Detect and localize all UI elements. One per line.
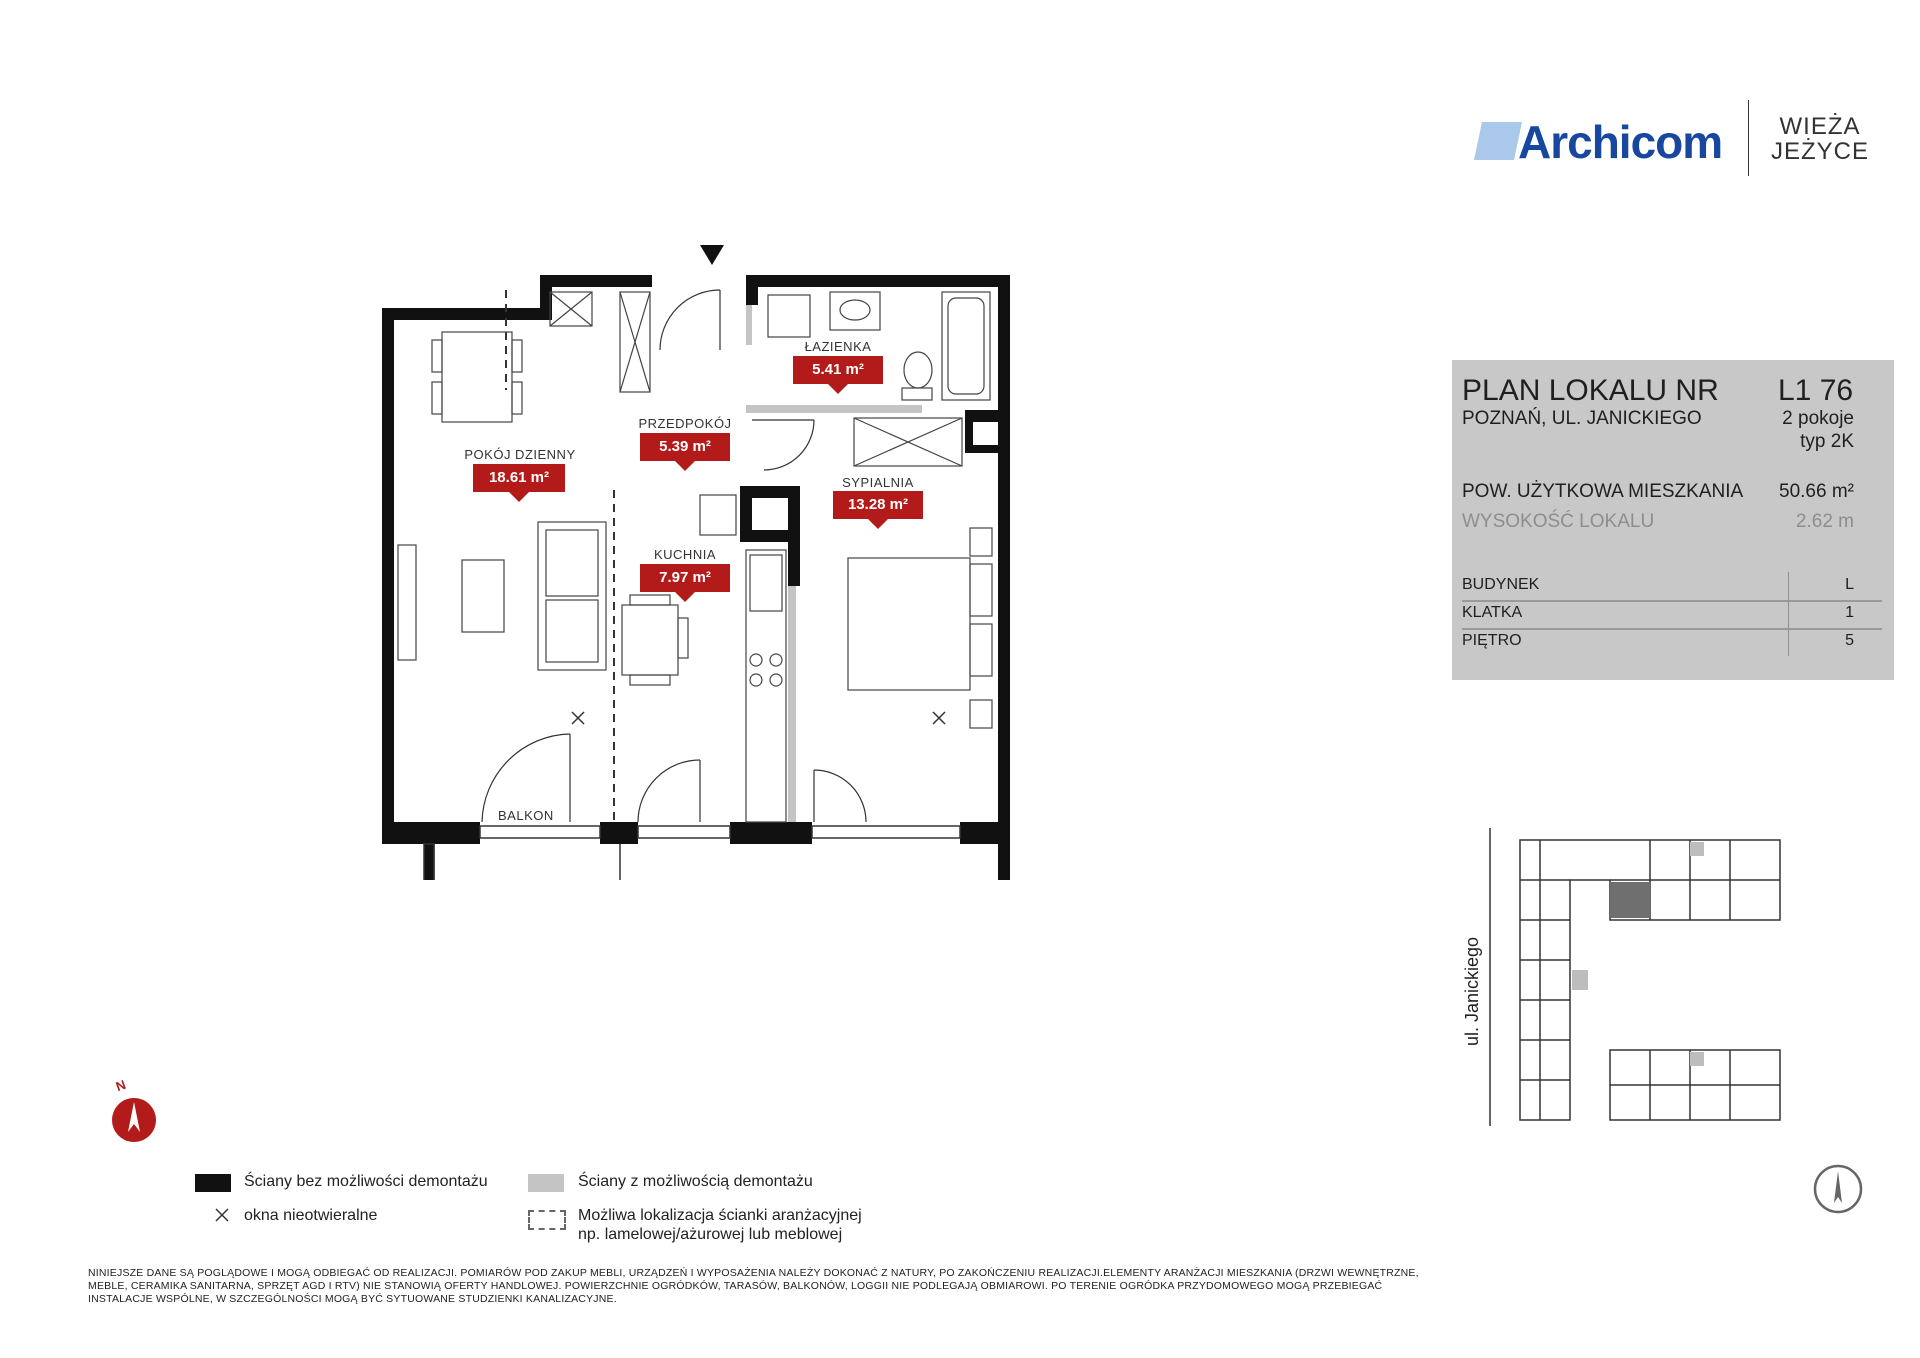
archicom-logo-icon xyxy=(1474,122,1522,160)
entrance-arrow-icon xyxy=(700,245,724,265)
project-name: WIEŻA JEŻYCE xyxy=(1770,113,1869,165)
info-row-floor xyxy=(1462,628,1882,656)
logo-divider xyxy=(1748,100,1749,176)
fixed-window-marks xyxy=(572,712,945,724)
info-row-value: 1 xyxy=(1845,604,1854,621)
height-label: WYSOKOŚĆ LOKALU xyxy=(1462,511,1655,532)
room-name-hall: PRZEDPOKÓJ xyxy=(638,416,732,431)
unit-address: POZNAŃ, UL. JANICKIEGO xyxy=(1462,408,1702,429)
highlighted-unit xyxy=(1610,882,1650,918)
street-label: ul. Janickiego xyxy=(1462,936,1482,1046)
info-row-value: L xyxy=(1845,576,1854,593)
legend-removable-walls: Ściany z możliwością demontażu xyxy=(578,1173,813,1190)
legend-fixed-windows: okna nieotwieralne xyxy=(244,1207,378,1224)
room-area-hall: 5.39 m² xyxy=(640,433,730,461)
area-value: 50.66 m² xyxy=(1779,481,1854,502)
fixed-window-icon xyxy=(214,1207,230,1223)
info-row-stairwell xyxy=(1462,600,1882,628)
legend-partition-line1: Możliwa lokalizacja ścianki aranżacyjnej xyxy=(578,1207,862,1224)
room-name-living: POKÓJ DZIENNY xyxy=(464,447,576,462)
room-name-bathroom: ŁAZIENKA xyxy=(804,339,872,354)
height-value: 2.62 m xyxy=(1795,511,1854,532)
site-plan xyxy=(1480,820,1890,1140)
site-north-icon xyxy=(1812,1163,1864,1215)
legend-partition-swatch xyxy=(528,1210,566,1230)
balcony-label: BALKON xyxy=(498,808,554,823)
info-row-divider xyxy=(1788,628,1789,656)
room-name-kitchen: KUCHNIA xyxy=(653,547,716,562)
disclaimer: NINIEJSZE DANE SĄ POGLĄDOWE I MOGĄ ODBIEGAĆ OD REALIZACJI. POMIARÓW POD ZAKUP MEBLI, URZĄDZEŃ I WYPOSAŻENIA NALEŻY DOKONAĆ Z NATURY, PO ZAKOŃCZENIU REALIZACJI.ELEMENTY ARANŻACJI MIESZKANIA (DRZWI WEWNĘTRZNE, MEBLE, CERAMIKA SANITARNA, SPRZĘT AGD I RTV) NIE STANOWIĄ OFERTY HANDLOWEJ. POWIERZCHNIE OGRÓDKÓW, TARASÓW, BALKONÓW, LOGGII NIE PODLEGAJĄ OBMIAROWI. PO TERENIE OGRÓDKA PRZYDOMOWEGO MOGĄ PRZEBIEGAĆ INSTALACJE WSPÓLNE, W SZCZEGÓLNOŚCI MOGĄ BYĆ SYTUOWANE STUDZIENKI KANALIZACYJNE. xyxy=(88,1267,1419,1305)
info-row-label: PIĘTRO xyxy=(1462,632,1522,649)
info-row-value: 5 xyxy=(1845,632,1854,649)
room-area-bathroom: 5.41 m² xyxy=(793,356,883,384)
windows xyxy=(480,826,960,838)
legend-removable-walls-swatch xyxy=(528,1174,564,1192)
info-row-divider xyxy=(1788,600,1789,628)
legend-partition-line2: np. lamelowej/ażurowej lub meblowej xyxy=(578,1226,843,1243)
room-area-bedroom: 13.28 m² xyxy=(833,491,923,519)
area-label: POW. UŻYTKOWA MIESZKANIA xyxy=(1462,481,1744,502)
info-row-building xyxy=(1462,572,1882,600)
room-name-bedroom: SYPIALNIA xyxy=(842,475,914,490)
room-area-living: 18.61 m² xyxy=(473,464,565,492)
info-row-divider xyxy=(1788,572,1789,600)
unit-type: typ 2K xyxy=(1800,431,1854,452)
balcony xyxy=(424,844,620,880)
room-area-kitchen: 7.97 m² xyxy=(640,564,730,592)
unit-rooms: 2 pokoje xyxy=(1782,408,1854,429)
unit-number: L1 76 xyxy=(1778,374,1854,407)
legend-fixed-walls: Ściany bez możliwości demontażu xyxy=(244,1173,488,1190)
info-row-label: KLATKA xyxy=(1462,604,1523,621)
brand-name: Archicom xyxy=(1518,116,1723,168)
compass-icon xyxy=(108,1080,160,1144)
plan-title: PLAN LOKALU NR xyxy=(1462,374,1719,407)
legend-fixed-walls-swatch xyxy=(195,1174,231,1192)
compass-letter: N xyxy=(113,1076,128,1095)
info-row-label: BUDYNEK xyxy=(1462,576,1540,593)
